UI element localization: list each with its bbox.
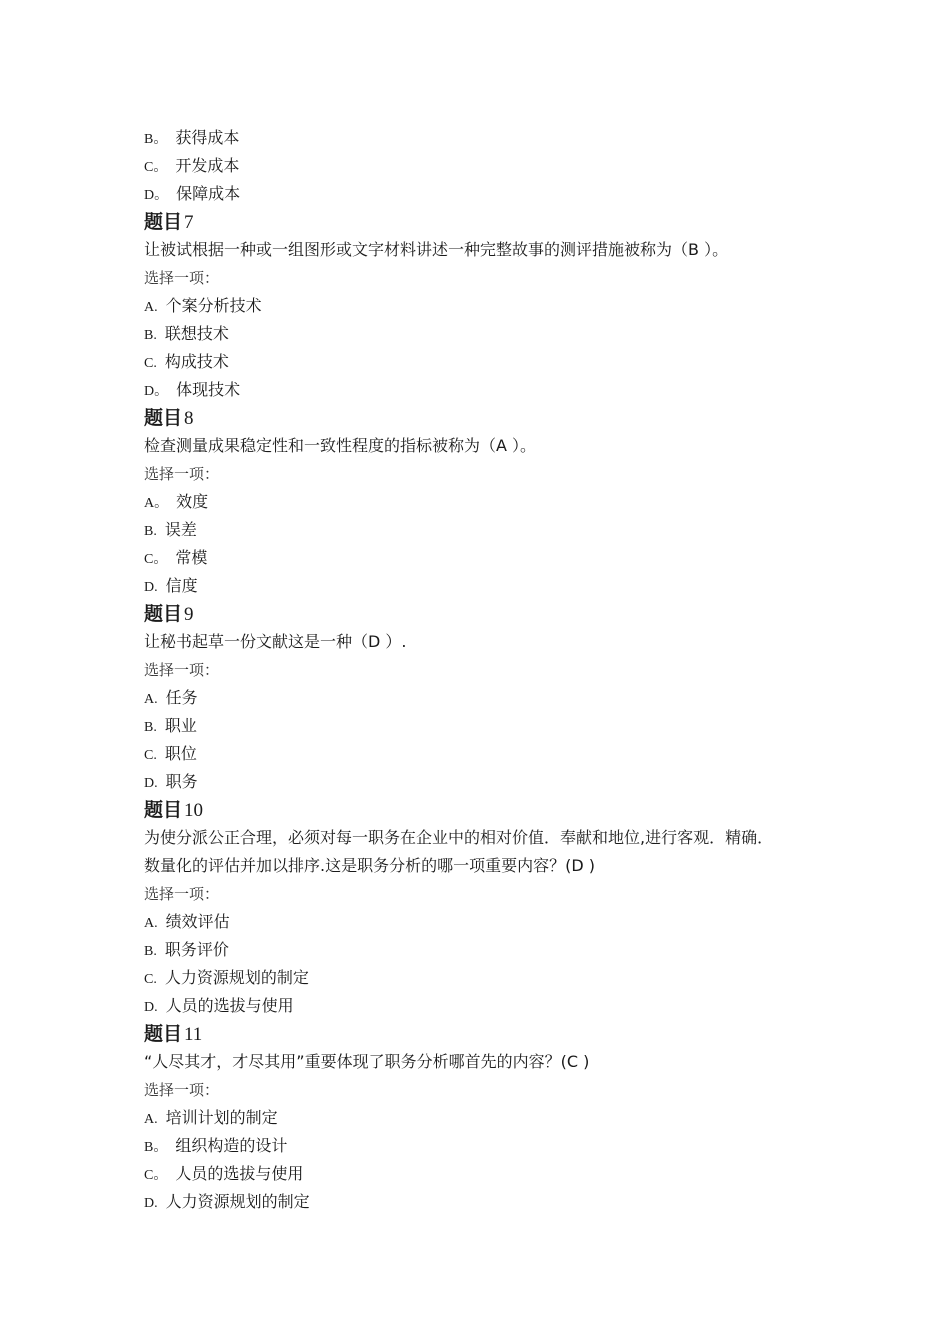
option-text: 人力资源规划的制定 xyxy=(164,968,309,987)
select-hint: 选择一项： xyxy=(144,269,220,287)
option-text: 保障成本 xyxy=(176,184,241,203)
select-hint: 选择一项： xyxy=(144,885,220,903)
option-row xyxy=(144,992,824,1020)
question-stem: 让被试根据一种或一组图形或文字材料讲述一种完整故事的测评措施被称为（B ）。 xyxy=(144,240,729,259)
option-text: 效度 xyxy=(176,492,209,511)
question-stem: “人尽其才，才尽其用”重要体现了职务分析哪首先的内容？(C ) xyxy=(144,1052,590,1071)
option-text: 任务 xyxy=(165,688,198,707)
option-text: 职位 xyxy=(164,744,197,763)
question-label: 题目 xyxy=(144,211,183,233)
option-row xyxy=(144,964,824,992)
question-list xyxy=(144,124,824,1216)
option-letter: A。 xyxy=(144,496,169,511)
question-stem: 检查测量成果稳定性和一致性程度的指标被称为（A ）。 xyxy=(144,436,537,455)
question-number: 7 xyxy=(184,212,194,233)
question-7 xyxy=(144,208,824,404)
option-letter: A. xyxy=(144,916,158,931)
option-row xyxy=(144,1104,824,1132)
option-row xyxy=(144,1188,824,1216)
option-letter: D。 xyxy=(144,188,169,203)
option-row xyxy=(144,712,824,740)
question-label: 题目 xyxy=(144,407,183,429)
question-heading xyxy=(144,404,824,432)
option-letter: C。 xyxy=(144,160,168,175)
option-row xyxy=(144,376,824,404)
option-row xyxy=(144,740,824,768)
option-letter: C。 xyxy=(144,552,168,567)
option-text: 误差 xyxy=(164,520,197,539)
q6-options xyxy=(144,124,824,208)
option-text: 人力资源规划的制定 xyxy=(165,1192,310,1211)
option-text: 职务评价 xyxy=(164,940,229,959)
option-text: 信度 xyxy=(165,576,198,595)
option-text: 职务 xyxy=(165,772,198,791)
option-row xyxy=(144,768,824,796)
option-row xyxy=(144,152,824,180)
option-letter: B. xyxy=(144,944,157,959)
question-label: 题目 xyxy=(144,1023,183,1045)
option-letter: C. xyxy=(144,972,157,987)
select-hint: 选择一项： xyxy=(144,465,220,483)
option-row xyxy=(144,180,824,208)
option-letter: B. xyxy=(144,524,157,539)
option-row xyxy=(144,320,824,348)
option-row xyxy=(144,488,824,516)
question-label: 题目 xyxy=(144,603,183,625)
option-text: 职业 xyxy=(164,716,197,735)
option-text: 人员的选拔与使用 xyxy=(175,1164,304,1183)
question-10 xyxy=(144,796,824,1020)
option-letter: D. xyxy=(144,1000,158,1015)
option-letter: A. xyxy=(144,692,158,707)
option-row xyxy=(144,292,824,320)
question-number: 8 xyxy=(184,408,194,429)
option-row xyxy=(144,572,824,600)
option-row xyxy=(144,124,824,152)
option-letter: B. xyxy=(144,328,157,343)
option-text: 常模 xyxy=(175,548,208,567)
option-row xyxy=(144,516,824,544)
option-letter: C. xyxy=(144,356,157,371)
option-text: 培训计划的制定 xyxy=(165,1108,278,1127)
option-letter: B. xyxy=(144,720,157,735)
option-letter: A. xyxy=(144,300,158,315)
select-hint: 选择一项： xyxy=(144,661,220,679)
option-row xyxy=(144,1132,824,1160)
option-text: 组织构造的设计 xyxy=(175,1136,288,1155)
option-letter: D. xyxy=(144,580,158,595)
question-number: 10 xyxy=(184,800,204,821)
select-hint: 选择一项： xyxy=(144,1081,220,1099)
option-text: 绩效评估 xyxy=(165,912,230,931)
option-letter: C。 xyxy=(144,1168,168,1183)
option-row xyxy=(144,908,824,936)
option-text: 开发成本 xyxy=(175,156,240,175)
question-label: 题目 xyxy=(144,799,183,821)
option-row xyxy=(144,684,824,712)
option-text: 个案分析技术 xyxy=(165,296,262,315)
option-row xyxy=(144,936,824,964)
option-text: 人员的选拔与使用 xyxy=(165,996,294,1015)
option-letter: D. xyxy=(144,1196,158,1211)
option-row xyxy=(144,544,824,572)
question-11 xyxy=(144,1020,824,1216)
question-stem: 让秘书起草一份文献这是一种（D ）. xyxy=(144,632,407,651)
option-row xyxy=(144,348,824,376)
option-text: 联想技术 xyxy=(164,324,229,343)
option-letter: C. xyxy=(144,748,157,763)
option-letter: D. xyxy=(144,776,158,791)
option-letter: B。 xyxy=(144,1140,168,1155)
option-row xyxy=(144,1160,824,1188)
option-text: 体现技术 xyxy=(176,380,241,399)
question-heading xyxy=(144,208,824,236)
option-letter: B。 xyxy=(144,132,168,147)
option-letter: A. xyxy=(144,1112,158,1127)
question-heading xyxy=(144,600,824,628)
question-stem: 为使分派公正合理，必须对每一职务在企业中的相对价值．奉献和地位,进行客观．精确． xyxy=(144,828,774,847)
question-heading xyxy=(144,796,824,824)
question-number: 9 xyxy=(184,604,194,625)
question-heading xyxy=(144,1020,824,1048)
question-stem: 数量化的评估并加以排序.这是职务分析的哪一项重要内容？(D ) xyxy=(144,856,595,875)
question-9 xyxy=(144,600,824,796)
question-8 xyxy=(144,404,824,600)
option-letter: D。 xyxy=(144,384,169,399)
option-text: 构成技术 xyxy=(164,352,229,371)
question-number: 11 xyxy=(184,1024,203,1045)
option-text: 获得成本 xyxy=(175,128,240,147)
